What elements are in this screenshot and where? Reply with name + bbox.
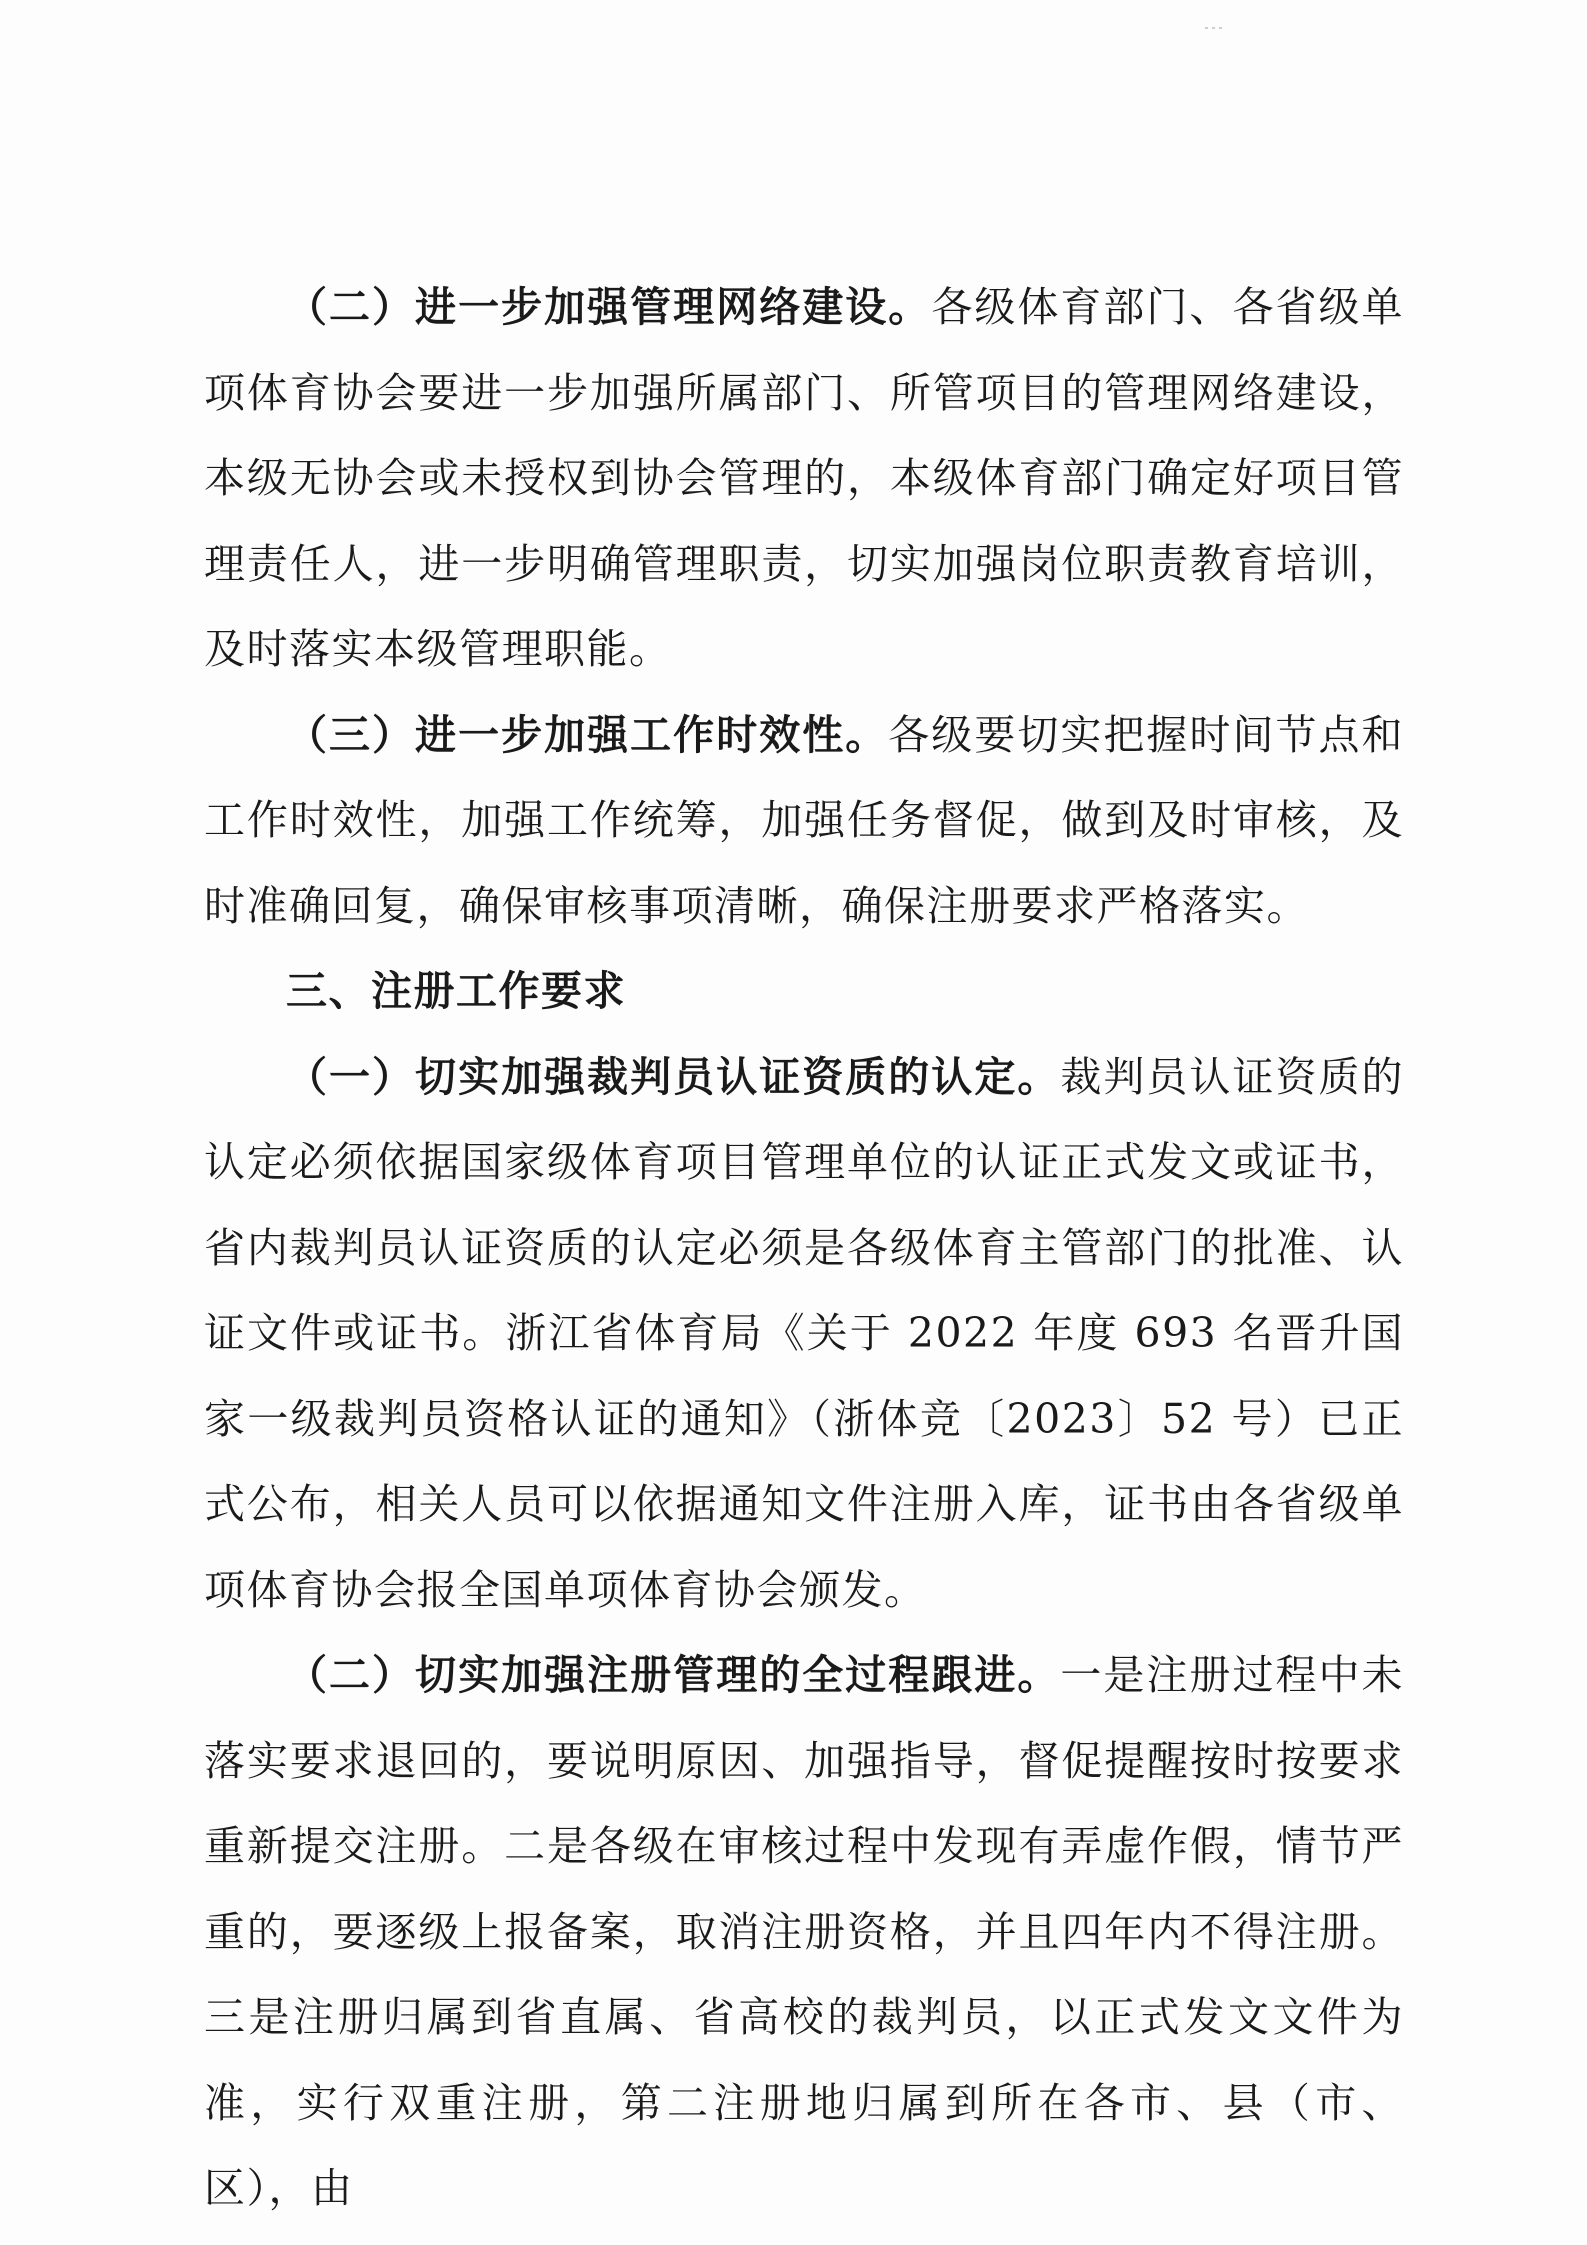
paragraph-lead: （二）切实加强注册管理的全过程跟进。 (286, 1651, 1061, 1699)
paragraph-network-building (204, 265, 1404, 693)
paragraph-text: 各级体育部门、各省级单项体育协会要进一步加强所属部门、所管项目的管理网络建设，本级无协会或未授权到协会管理的，本级体育部门确定好项目管理责任人，进一步明确管理职责，切实加强岗位职责教育培训，及时落实本级管理职能。 (204, 283, 1405, 673)
paragraph-work-timeliness (204, 693, 1404, 950)
paragraph-lead: （三）进一步加强工作时效性。 (286, 710, 889, 759)
paragraph-lead: （二）进一步加强管理网络建设。 (286, 283, 932, 331)
paragraph-lead: （一）切实加强裁判员认证资质的认定。 (286, 1052, 1061, 1101)
paragraph-text: 各级要切实把握时间节点和工作时效性，加强工作统筹，加强任务督促，做到及时审核，及时准确回复，确保审核事项清晰，确保注册要求严格落实。 (204, 710, 1405, 930)
document-body (204, 265, 1404, 2232)
paragraph-text: 一是注册过程中未落实要求退回的，要说明原因、加强指导，督促提醒按时按要求重新提交注册。二是各级在审核过程中发现有弄虚作假，情节严重的，要逐级上报备案，取消注册资格，并且四年内不得注册。三是注册归属到省直属、省高校的裁判员，以正式发文文件为准，实行双重注册，第二注册地归属到所在各市、县（市、区），由 (204, 1651, 1404, 2212)
paragraph-referee-qualification (204, 1035, 1404, 1634)
paragraph-text: 裁判员认证资质的认定必须依据国家级体育项目管理单位的认证正式发文或证书，省内裁判员认证资质的认定必须是各级体育主管部门的批准、认证文件或证书。浙江省体育局《关于 2022 年度 693 名晋升国家一级裁判员资格认证的通知》（浙体竞〔2023〕52 号）已正式公布，相关人员可以依据通知文件注册入库，证书由各省级单项体育协会报全国单项体育协会颁发。 (204, 1052, 1404, 1614)
section-heading: 三、注册工作要求 (286, 967, 626, 1015)
paragraph-registration-process (204, 1633, 1404, 2232)
scan-artifact (1205, 14, 1235, 22)
